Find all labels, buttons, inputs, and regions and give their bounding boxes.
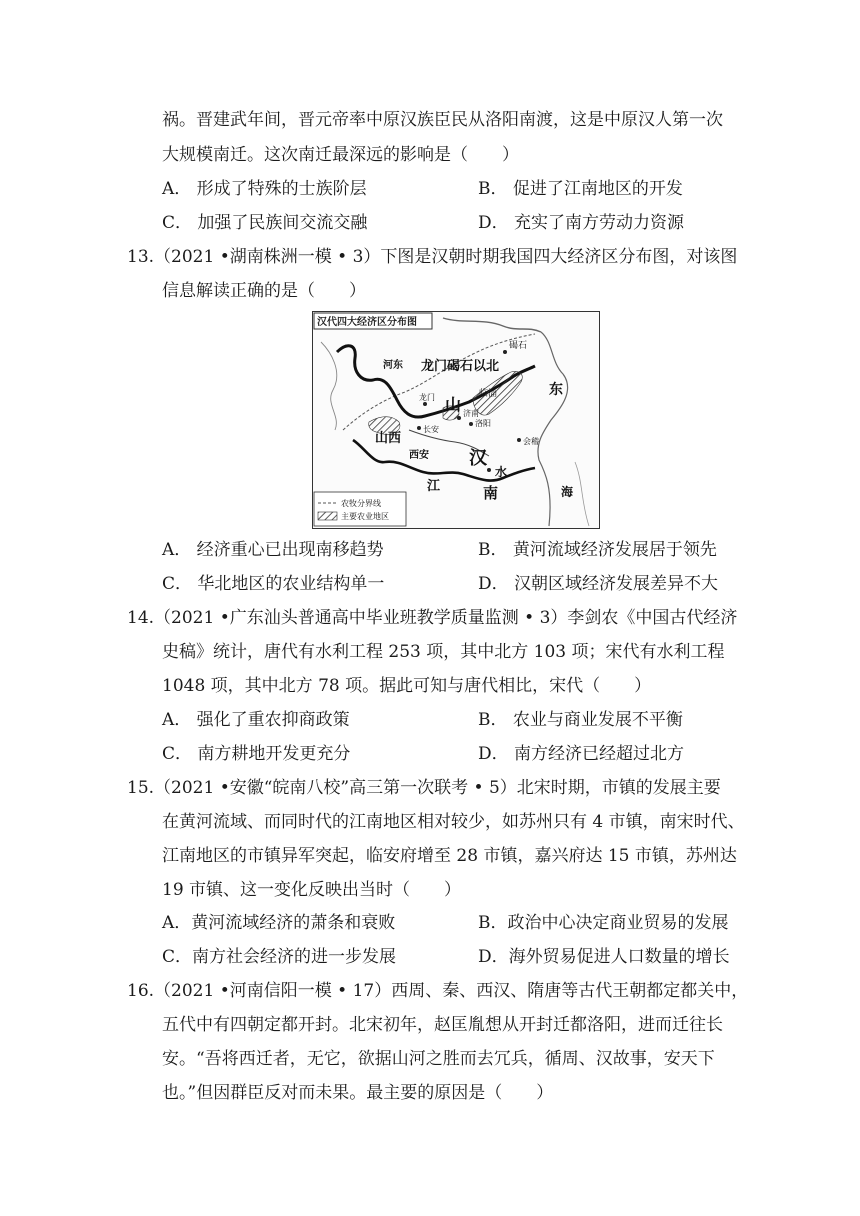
q15-option-d: D．海外贸易促进人口数量的增长 (478, 947, 730, 967)
q12-option-d: D． 充实了南方劳动力资源 (478, 213, 685, 233)
label-shanxi: 山西 (375, 431, 402, 446)
label-kuaiji: 会稽 (523, 437, 539, 446)
q14-option-c: C． 南方耕地开发更充分 (162, 744, 351, 764)
label-changan: 长安 (423, 425, 439, 434)
q16-stem-line-1: 16.（2021 •河南信阳一模 • 17）西周、秦、西汉、隋唐等古代王朝都定都关中， (127, 981, 749, 1001)
q15-option-c: C．南方社会经济的进一步发展 (162, 947, 397, 967)
label-shui: 水 (495, 465, 508, 479)
label-jinan: 济南 (463, 409, 479, 418)
label-longmen: 龙门 (419, 393, 435, 402)
label-shan: 山 (445, 395, 462, 414)
legend-boundary-label: 农牧分界线 (341, 499, 381, 508)
legend-farming-label: 主要农业地区 (341, 512, 389, 521)
q13-stem-line-1: 13.（2021 •湖南株洲一模 • 3）下图是汉朝时期我国四大经济区分布图，对该图 (127, 247, 738, 267)
label-nan: 南 (483, 484, 499, 502)
label-hai: 海 (561, 485, 574, 499)
q13-option-d: D． 汉朝区域经济发展差异不大 (478, 574, 719, 594)
label-dong: 东 (549, 382, 563, 398)
q12-option-b: B． 促进了江南地区的开发 (478, 179, 683, 199)
label-jiang: 江 (427, 479, 441, 494)
q14-option-a: A． 强化了重农抑商政策 (162, 710, 350, 730)
q15-option-b: B．政治中心决定商业贸易的发展 (478, 913, 729, 933)
q15-stem-line-4: 19 市镇、这一变化反映出当时（ ） (162, 880, 462, 900)
label-han: 汉 (469, 448, 487, 469)
label-xian: 西安 (409, 450, 429, 461)
label-jieshi: 碣石 (509, 341, 528, 351)
q14-stem-line-2: 史稿》统计，唐代有水利工程 253 项，其中北方 103 项；宋代有水利工程 (162, 642, 725, 662)
label-hedong: 河东 (383, 360, 403, 371)
label-longmen-jieshi: 龙门碣石以北 (421, 359, 500, 374)
q12-stem-line-1: 祸。晋建武年间，晋元帝率中原汉族臣民从洛阳南渡，这是中原汉人第一次 (162, 110, 723, 130)
q15-stem-line-2: 在黄河流域、而同时代的江南地区相对较少，如苏州只有 4 市镇，南宋时代、 (162, 812, 745, 832)
q14-option-d: D． 南方经济已经超过北方 (478, 744, 685, 764)
q15-stem-line-1: 15.（2021 •安徽“皖南八校”高三第一次联考 • 5）北宋时期，市镇的发展主要 (127, 778, 721, 798)
q14-stem-line-3: 1048 项，其中北方 78 项。据此可知与唐代相比，宋代（ ） (162, 676, 652, 696)
label-luoyang: 洛阳 (475, 419, 491, 428)
q16-stem-line-4: 也。”但因群臣反对而未果。最主要的原因是（ ） (162, 1083, 554, 1103)
q12-stem-line-2: 大规模南迁。这次南迁最深远的影响是（ ） (162, 145, 519, 165)
q12-option-a: A． 形成了特殊的士族阶层 (162, 179, 367, 199)
q12-option-c: C． 加强了民族间交流交融 (162, 213, 368, 233)
q16-stem-line-3: 安。“吾将西迁者，无它，欲据山河之胜而去冗兵，循周、汉故事，安天下 (162, 1049, 715, 1069)
q13-option-b: B． 黄河流域经济发展居于领先 (478, 540, 717, 560)
q13-stem-line-2: 信息解读正确的是（ ） (162, 281, 366, 301)
label-linzi: 临淄 (479, 389, 498, 399)
q14-stem-line-1: 14.（2021 •广东汕头普通高中毕业班教学质量监测 • 3）李剑农《中国古代经济 (127, 608, 738, 628)
q15-option-a: A．黄河流域经济的萧条和衰败 (162, 913, 396, 933)
q15-stem-line-3: 江南地区的市镇异军突起，临安府增至 28 市镇，嘉兴府达 15 市镇，苏州达 (162, 846, 737, 866)
q16-stem-line-2: 五代中有四朝定都开封。北宋初年，赵匡胤想从开封迁都洛阳，进而迁往长 (162, 1015, 723, 1035)
q13-option-a: A． 经济重心已出现南移趋势 (162, 540, 384, 560)
q13-option-c: C． 华北地区的农业结构单一 (162, 574, 385, 594)
han-economic-regions-map (312, 311, 600, 529)
map-title: 汉代四大经济区分布图 (317, 317, 417, 328)
q14-option-b: B． 农业与商业发展不平衡 (478, 710, 683, 730)
